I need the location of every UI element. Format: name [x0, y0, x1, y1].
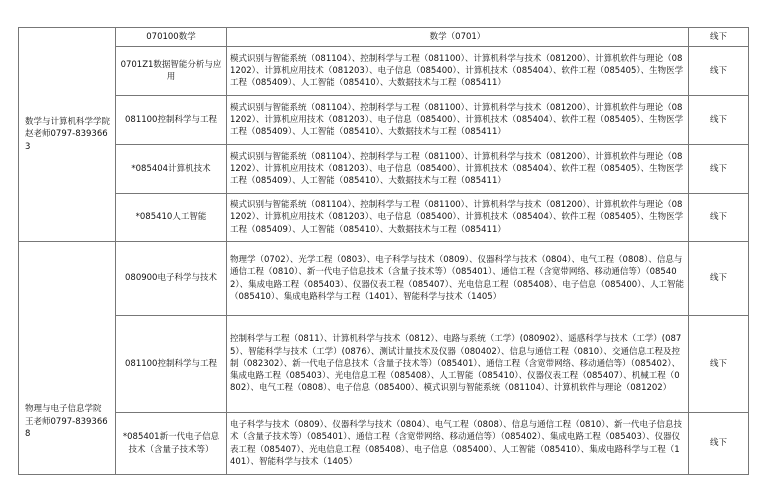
major-cell: 0701Z1数据智能分析与应用 — [116, 47, 227, 96]
table-row — [19, 28, 749, 47]
college-contact: 赵老师0797-8393663 — [25, 129, 108, 152]
requirement-cell: 模式识别与智能系统（081104）、控制科学与工程（081100）、计算机科学与技术（081200）、计算机软件与理论（081202）、计算机应用技术（081203）、电子信息（085400）、计算机技术（085404）、软件工程（085405）、生物医学工程（085409）、人工智能（085410）、大数据技术与工程（085411） — [227, 194, 689, 242]
mode-cell: 线下 — [689, 413, 749, 475]
table-row — [19, 96, 749, 145]
college-name: 数学与计算机科学学院 — [25, 117, 111, 128]
requirement-cell: 模式识别与智能系统（081104）、控制科学与工程（081100）、计算机科学与技术（081200）、计算机软件与理论（081202）、计算机应用技术（081203）、电子信息（085400）、计算机技术（085404）、软件工程（085405）、生物医学工程（085409）、人工智能（085410）、大数据技术与工程（085411） — [227, 96, 689, 145]
table-row — [19, 242, 749, 316]
table-row — [19, 47, 749, 96]
college-contact: 王老师0797-8393668 — [25, 416, 108, 439]
table-row — [19, 413, 749, 475]
admission-table — [18, 27, 749, 475]
major-cell: *085404计算机技术 — [116, 145, 227, 194]
requirement-cell: 模式识别与智能系统（081104）、控制科学与工程（081100）、计算机科学与技术（081200）、计算机软件与理论（081202）、计算机应用技术（081203）、电子信息（085400）、计算机技术（085404）、软件工程（085405）、生物医学工程（085409）、人工智能（085410）、大数据技术与工程（085411） — [227, 47, 689, 96]
table-row — [19, 194, 749, 242]
college-cell — [19, 28, 116, 242]
college-cell — [19, 242, 116, 475]
requirement-cell: 模式识别与智能系统（081104）、控制科学与工程（081100）、计算机科学与技术（081200）、计算机软件与理论（081202）、计算机应用技术（081203）、电子信息（085400）、计算机技术（085404）、软件工程（085405）、生物医学工程（085409）、人工智能（085410）、大数据技术与工程（085411） — [227, 145, 689, 194]
admission-table-container — [18, 27, 748, 475]
college-name: 物理与电子信息学院 — [25, 404, 102, 415]
major-cell: 080900电子科学与技术 — [116, 242, 227, 316]
table-row — [19, 145, 749, 194]
mode-cell: 线下 — [689, 194, 749, 242]
requirement-cell: 数学（0701） — [227, 28, 689, 47]
major-cell: 081100控制科学与工程 — [116, 96, 227, 145]
mode-cell: 线下 — [689, 145, 749, 194]
mode-cell: 线下 — [689, 242, 749, 316]
requirement-cell: 控制科学与工程（0811）、计算机科学与技术（0812）、电路与系统（工学）(080902）、遥感科学与技术（工学）(0875）、智能科学与技术（工学）(0876）、测试计量技术及仪器（080402）、信息与通信工程（0810）、交通信息工程及控制（082302）、新一代电子信息技术（含量子技术等）（085401）、通信工程（含宽带网络、移动通信等）（085402）、集成电路工程（085403）、光电信息工程（085408）、人工智能（085410）、仪器仪表工程（085407）、机械工程（0802）、电气工程（0808）、电子信息（085400）、模式识别与智能系统（081104）、计算机软件与理论（081202） — [227, 316, 689, 413]
requirement-cell: 电子科学与技术（0809）、仪器科学与技术（0804）、电气工程（0808）、信息与通信工程（0810）、新一代电子信息技术（含量子技术等）（085401）、通信工程（含宽带网络、移动通信等）（085402）、集成电路工程（085403）、仪器仪表工程（085407）、光电信息工程（085408）、电子信息（085400）、人工智能（085410）、集成电路科学与工程（1401）、智能科学与技术（1405） — [227, 413, 689, 475]
major-cell: 081100控制科学与工程 — [116, 316, 227, 413]
mode-cell: 线下 — [689, 28, 749, 47]
table-row — [19, 316, 749, 413]
mode-cell: 线下 — [689, 47, 749, 96]
major-cell: *085401新一代电子信息技术（含量子技术等） — [116, 413, 227, 475]
mode-cell: 线下 — [689, 316, 749, 413]
mode-cell: 线下 — [689, 96, 749, 145]
requirement-cell: 物理学（0702）、光学工程（0803）、电子科学与技术（0809）、仪器科学与技术（0804）、电气工程（0808）、信息与通信工程（0810）、新一代电子信息技术（含量子技术等）（085401）、通信工程（含宽带网络、移动通信等）（085402）、集成电路工程（085403）、仪器仪表工程（085407）、光电信息工程（085408）、电子信息（085400）、人工智能（085410）、集成电路科学与工程（1401）、智能科学与技术（1405） — [227, 242, 689, 316]
major-cell: 070100数学 — [116, 28, 227, 47]
major-cell: *085410人工智能 — [116, 194, 227, 242]
